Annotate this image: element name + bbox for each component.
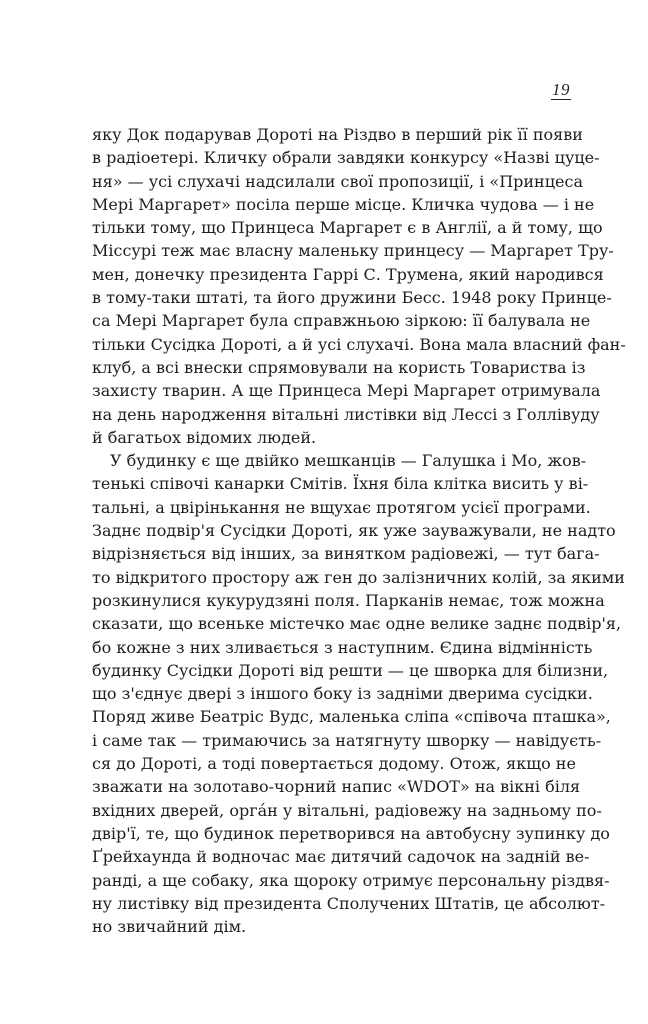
text-line: са Мері Маргарет була справжньою зіркою: її балувала не: [92, 311, 591, 331]
text-line: то відкритого простору аж ген до залізничних колій, за якими: [92, 567, 625, 587]
text-line: тенькі співочі канарки Смітів. Їхня біла клітка висить у ві-: [92, 474, 589, 494]
text-line: мен, донечку президента Гаррі С. Трумена, який народився: [92, 264, 604, 284]
paragraph-2: [92, 449, 625, 938]
text-line: но звичайний дім.: [92, 917, 247, 937]
text-line: клуб, а всі внески спрямовували на користь Товариства із: [92, 357, 586, 377]
text-line: відрізняється від інших, за винятком радіовежі, — тут бага-: [92, 544, 600, 564]
text-line: яку Док подарував Дороті на Різдво в перший рік її появи: [92, 125, 583, 144]
text-line: тальні, а цвірінькання не вщухає протягом усієї програми.: [92, 497, 591, 517]
page-number-underline: [551, 99, 571, 100]
text-line: й багатьох відомих людей.: [92, 427, 317, 447]
text-line: ну листівку від президента Сполучених Штатів, це абсолют-: [92, 893, 606, 913]
text-line: бо кожне з них зливається з наступним. Єдина відмінність: [92, 637, 593, 657]
text-line: зважати на золотаво-чорний напис «WDOT» на вікні біля: [92, 777, 581, 797]
text-line: тільки тому, що Принцеса Маргарет є в Англії, а й тому, що: [92, 218, 603, 238]
text-line: ня» — усі слухачі надсилали свої пропозиції, і «Принцеса: [92, 171, 583, 191]
text-line: Ґрейхаунда й водночас має дитячий садочок на задній ве-: [92, 847, 590, 867]
text-line: сказати, що всеньке містечко має одне велике заднє подвір'я,: [92, 614, 622, 634]
text-line: тільки Сусідка Дороті, а й усі слухачі. Вона мала власний фан-: [92, 334, 626, 354]
text-line: будинку Сусідки Дороті від решти — це шворка для білизни,: [92, 660, 609, 680]
text-line: Поряд живе Беатріс Вудс, маленька сліпа «співоча пташка»,: [92, 707, 611, 727]
text-line: в радіоетері. Кличку обрали завдяки конкурсу «Назві цуце-: [92, 148, 600, 168]
text-line: в тому-таки штаті, та його дружини Бесс. 1948 року Принце-: [92, 288, 612, 308]
text-line: У будинку є ще двійко мешканців — Галушка і Мо, жов-: [110, 451, 587, 471]
page-number: 19: [552, 80, 570, 99]
text-line: на день народження вітальні листівки від Лессі з Голлівуду: [92, 404, 600, 424]
text-line: Міссурі теж має власну маленьку принцесу — Маргарет Тру-: [92, 241, 614, 261]
text-line: ся до Дороті, а тоді повертається додому. Отож, якщо не: [92, 754, 576, 774]
text-line: Мері Маргарет» посіла перше місце. Кличка чудова — і не: [92, 194, 595, 214]
text-line: розкинулися кукурудзяні поля. Парканів немає, тож можна: [92, 590, 605, 610]
text-line: і саме так — тримаючись за натягнуту шворку — навідуєть-: [92, 730, 602, 750]
paragraph-1: [92, 123, 626, 449]
text-line: що з'єднує двері з іншого боку із задніми дверима сусідки.: [92, 684, 593, 704]
text-line: Заднє подвір'я Сусідки Дороті, як уже зауважували, не надто: [92, 521, 616, 541]
text-line: двір'ї, те, що будинок перетворився на автобусну зупинку до: [92, 823, 610, 843]
text-line: захисту тварин. А ще Принцеса Мері Маргарет отримувала: [92, 381, 601, 401]
text-line: ранді, а ще собаку, яка щороку отримує персональну різдвя-: [92, 870, 610, 890]
text-line: вхідних дверей, орга́н у вітальні, радіовежу на задньому по-: [92, 800, 602, 820]
body-text: [92, 123, 626, 938]
